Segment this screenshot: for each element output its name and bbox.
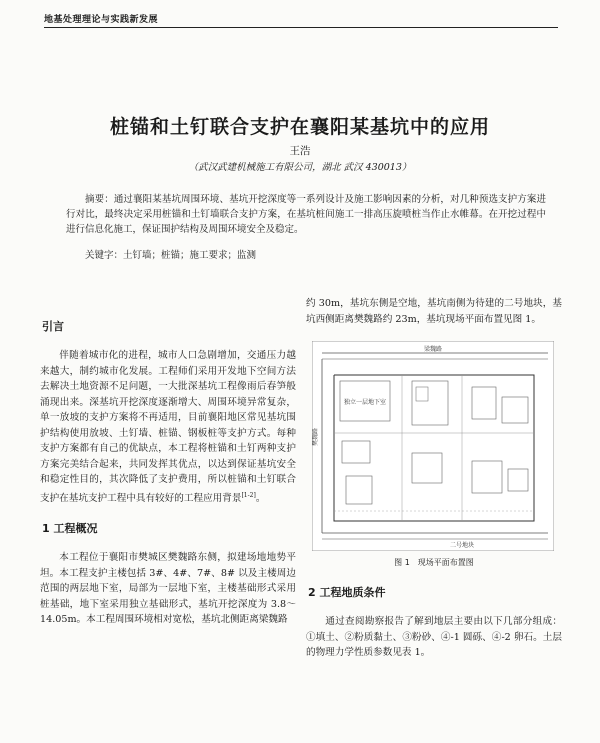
section1-heading: 1 工程概况 [42, 522, 98, 536]
inner-basement-label: 独立一层地下室 [343, 399, 387, 406]
author: 王浩 [289, 145, 311, 157]
right-column [306, 296, 562, 675]
top-road-label: 梁魏路 [423, 346, 443, 353]
bottom-road-label: 二号地块 [449, 542, 475, 549]
affiliation: （武汉武建机械施工有限公司，湖北 武汉 430013） [188, 162, 412, 173]
abstract: 摘要：通过襄阳某基坑周围环境、基坑开挖深度等一系列设计及施工影响因素的分析，对几种预选支护方案进行对比，最终决定采用桩锚和土钉墙联合支护方案，在基坑桩间施工一排高压旋喷桩当作止水帷幕。在开挖过程中进行信息化施工，保证围护结构及周围环境安全及稳定。 [66, 194, 546, 235]
section1-paragraph: 本工程位于襄阳市樊城区樊魏路东侧，拟建场地地势平坦。本工程支护主楼包括 3#、4#、7#、8# 以及主楼周边范围的两层地下室，局部为一层地下室，主楼基础形式采用桩基础，地下室采用独立基础形式，基坑开挖深度为 3.8～14.05m。本工程周围环境相对宽松，基坑北侧距离梁魏路 [40, 552, 296, 626]
intro-text: 伴随着城市化的进程，城市人口急剧增加，交通压力越来越大，制约城市化发展。工程师们采用开发地下空间方法去解决土地资源不足问题，一大批深基坑工程像雨后春笋般涌现出来。深基坑开挖深度逐渐增大、周围环境异常复杂，单一放坡的支护方案将不再适用，目前襄阳地区常见基坑围护结构使用放坡、土钉墙、桩锚、钢板桩等支护方式。每种支护方案都有自己的优缺点，本工程将桩锚和土钉两种支护方案完美结合起来，共同发挥其优点，以达到保证基坑安全和稳定性目的，其次降低了支护费用，所以桩锚和土钉联合支护在基坑支护工程中具有较好的工程应用背景 [40, 350, 296, 504]
section2-heading: 2 工程地质条件 [308, 586, 386, 599]
intro-end: 。 [255, 492, 266, 504]
intro-paragraph [40, 348, 296, 506]
site-plan-drawing [312, 341, 554, 551]
paper-title: 桩锚和土钉联合支护在襄阳某基坑中的应用 [109, 116, 490, 138]
intro-heading: 引言 [42, 320, 64, 333]
section1-paragraph-cont: 约 30m，基坑东侧是空地，基坑南侧为待建的二号地块，基坑西侧距离樊魏路约 23m，基坑现场平面布置见图 1。 [306, 298, 562, 325]
journal-header: 地基处理理论与实践新发展 [44, 15, 159, 25]
keywords: 关键字：土钉墙；桩锚；施工要求；监测 [85, 250, 257, 261]
section2-paragraph: 通过查阅勘察报告了解到地层主要由以下几部分组成：①填土、②粉质黏土、③粉砂、④-1 圆砾、④-2 卵石。土层的物理力学性质参数见表 1。 [306, 616, 562, 658]
figure-caption: 图 1 现场平面布置图 [394, 558, 474, 567]
citation: [1-2] [241, 491, 256, 499]
left-column [40, 318, 296, 642]
site-plan-figure [312, 341, 554, 551]
left-road-label: 樊魏路 [312, 427, 319, 446]
header-rule [44, 27, 558, 28]
